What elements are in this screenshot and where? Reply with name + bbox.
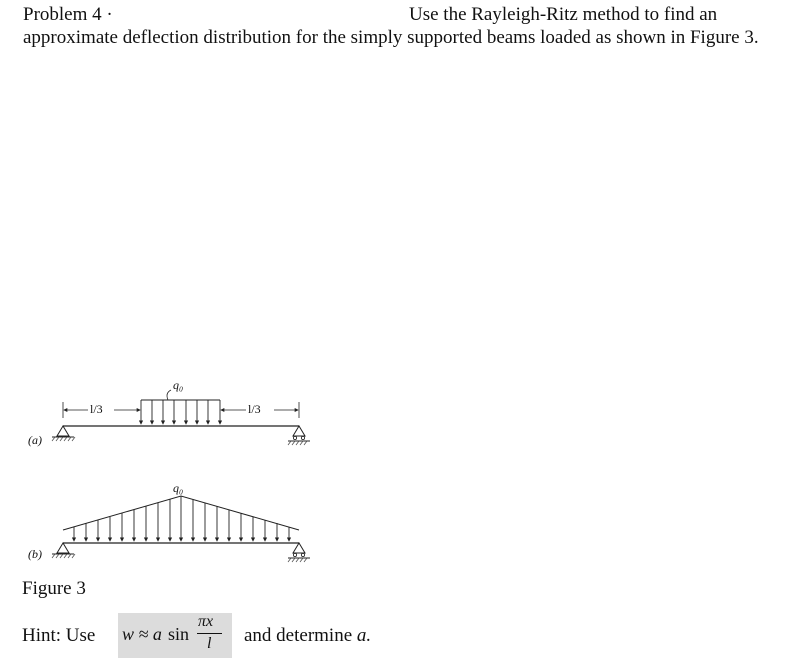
equation-function: sin	[168, 624, 190, 644]
beam-a-load-arrows	[141, 400, 220, 424]
hint-prefix: Hint: Use	[22, 625, 96, 646]
beam-b-label: (b)	[28, 547, 42, 561]
hint-suffix-text: and determine	[244, 625, 357, 646]
hint-suffix-var: a.	[356, 625, 372, 646]
beam-b-load-label: q₀	[173, 481, 184, 495]
equation-denominator: l	[207, 635, 212, 652]
beam-a-span-right: l/3	[248, 402, 261, 416]
beam-a-left-support	[52, 426, 75, 441]
beam-b-left-support	[52, 543, 75, 558]
beam-b	[52, 496, 310, 562]
beam-a-span-left: l/3	[90, 402, 103, 416]
beam-a-load-label: q₀	[173, 378, 184, 392]
equation-lhs: w ≈ a	[122, 624, 162, 644]
beam-b-right-support	[288, 543, 310, 562]
figure-caption: Figure 3	[22, 578, 86, 599]
instruction-line-1: Use the Rayleigh-Ritz method to find an	[409, 4, 718, 25]
beam-a	[52, 390, 310, 445]
instruction-line-2: approximate deflection distribution for the simply supported beams loaded as shown in Figure 3.	[23, 27, 759, 48]
beam-a-right-support	[288, 426, 310, 445]
beam-a-label: (a)	[28, 433, 42, 447]
equation-numerator: πx	[198, 613, 214, 630]
problem-label: Problem 4 ·	[23, 4, 113, 25]
equation-fraction-bar	[197, 633, 222, 634]
hint-suffix	[244, 625, 371, 647]
beam-b-load-arrows	[74, 496, 289, 541]
